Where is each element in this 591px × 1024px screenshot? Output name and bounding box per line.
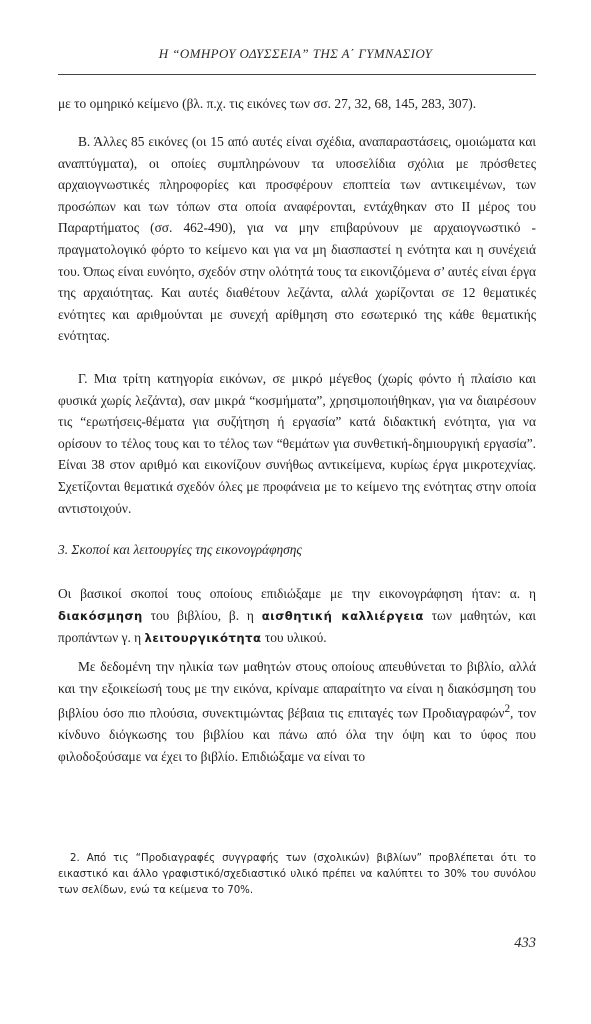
- age-text-1: Με δεδομένη την ηλικία των μαθητών στους οποίους απευθύνεται το βιβλίο, αλλά και την εξοικείωσή τους με την εικόνα, κρίναμε απαραίτητο να είναι η διακόσμηση του βιβλίου όσο πιο πλούσια, συνεκτιμώντας βέβαια τις επιταγές των Προδιαγραφών: [58, 659, 536, 721]
- header-rule: [58, 74, 536, 75]
- goals-text-2: του βιβλίου, β. η: [142, 607, 262, 623]
- goal-aesthetic-cultivation: αισθητική καλλιέργεια: [261, 608, 424, 623]
- paragraph-c: Γ. Μια τρίτη κατηγορία εικόνων, σε μικρό μέγεθος (χωρίς φόντο ή πλαίσιο και φυσικά χωρίς λεζάντα), σαν μικρά “κοσμήματα”, χρησιμοποιήθηκαν, για να διαιρέσουν τις “ερωτήσεις-θέματα για συζήτηση ή εργασία” κατά διδακτική ενότητα, για να ορίσουν το τέλος τους και το τέλος των “θεμάτων για συνθετική-δημιουργική εργασία”. Είναι 38 στον αριθμό και εικονίζουν συνήθως αντικείμενα, κυρίως έργα μικροτεχνίας. Σχετίζονται θεματικά σχεδόν όλες με προφάνεια με το κείμενο της ενότητας στην οποία αντιστοιχούν.: [58, 371, 536, 516]
- goal-decoration: διακόσμηση: [58, 608, 143, 623]
- paragraph-b: Β. Άλλες 85 εικόνες (οι 15 από αυτές είναι σχέδια, αναπαραστάσεις, ομοιώματα και αναπτύγματα), οι οποίες συμπληρώνουν τα υποσελίδια σχόλια με πρόσθετες αρχαιογνωστικές πληροφορίες και προσφέρουν εποπτεία των αντικειμένων, των προσώπων και των τόπων στα οποία αναφέρονται, εντάχθηκαν στο ΙΙ μέρος του Παραρτήματος (σσ. 462-490), για να μην επιβαρύνουν με αρχαιογνωστικό - πραγματολογικό φόρτο το κείμενο και για να μη διασπαστεί η ενότητα και η συνέχειά του. Όπως είναι ευνόητο, σχεδόν στην ολότητά τους τα εικονιζόμενα σ’ αυτές είναι έργα της αρχαιότητας. Και αυτές διαθέτουν λεζάντα, αλλά χωρίζονται σε 12 θεματικές ενότητες και αριθμούνται με συνεχή αρίθμηση στο εσωτερικό της κάθε θεματικής ενότητας.: [58, 134, 536, 344]
- paragraph-age: [58, 656, 536, 767]
- section-heading: 3. Σκοποί και λειτουργίες της εικονογράφησης: [58, 542, 302, 557]
- continuation-text: με το ομηρικό κείμενο (βλ. π.χ. τις εικόνες των σσ. 27, 32, 68, 145, 283, 307).: [58, 96, 477, 111]
- age-text-2: , τον κίνδυνο διόγκωσης του βιβλίου και πάνω από όλα την όψη και το ύφος που φιλοδοξούσαμε να έχει το βιβλίο. Επιδιώξαμε να είναι το: [58, 705, 537, 764]
- goals-text-4: του υλικού.: [261, 630, 327, 646]
- goals-text-3: των μαθητών, και προπάντων γ. η: [58, 607, 537, 646]
- goals-text-1: Οι βασικοί σκοποί τους οποίους επιδιώξαμε με την εικονογράφηση ήταν: α. η: [58, 586, 536, 601]
- page-number: 433: [514, 935, 536, 951]
- paragraph-goals: [58, 583, 536, 650]
- footnote: 2. Από τις “Προδιαγραφές συγγραφής των (σχολικών) βιβλίων” προβλέπεται ότι το εικαστικό και άλλο γραφιστικό/σχεδιαστικό υλικό πρέπει να καλύπτει το 30% του συνόλου των σελίδων, ενώ τα κείμενα το 70%.: [58, 853, 536, 896]
- running-head: Η “ΟΜΗΡΟΥ ΟΔΥΣΣΕΙΑ” ΤΗΣ Α΄ ΓΥΜΝΑΣΙΟΥ: [158, 46, 433, 61]
- footnote-reference: 2: [504, 703, 511, 716]
- goal-functionality: λειτουργικότητα: [144, 631, 262, 646]
